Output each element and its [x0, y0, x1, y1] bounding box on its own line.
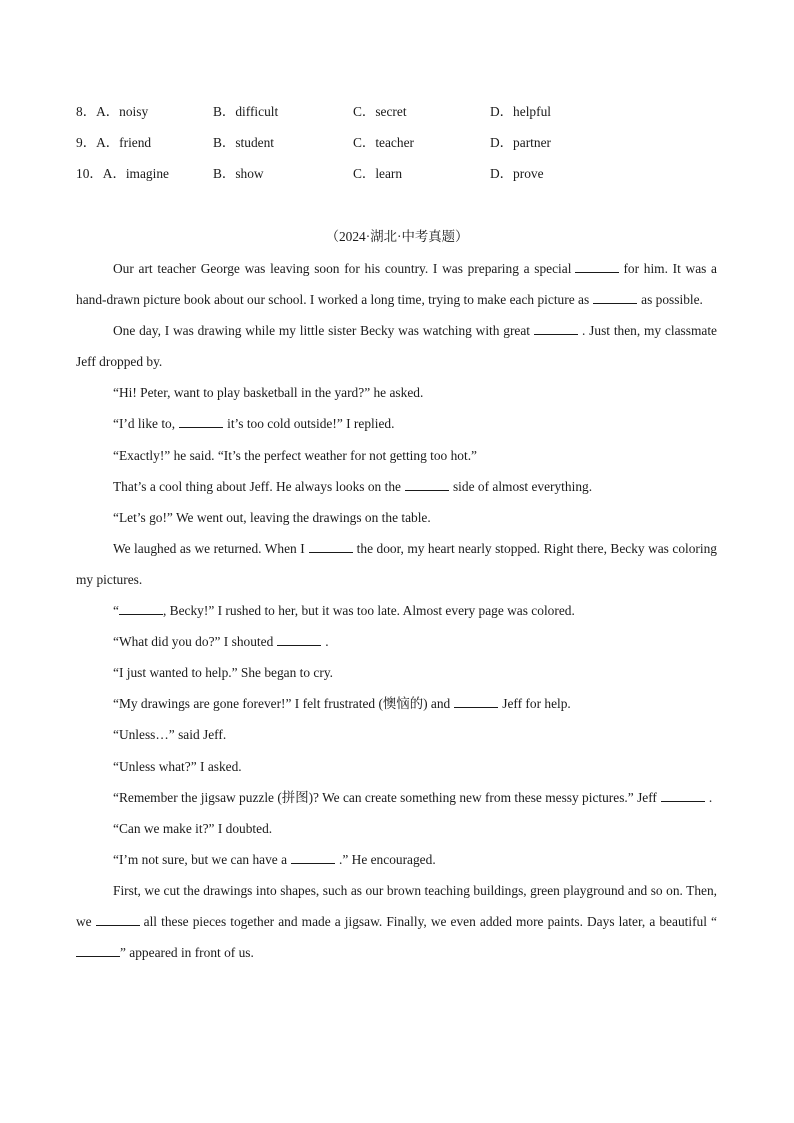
question-8-a — [76, 102, 148, 122]
blank — [96, 924, 140, 926]
text: . — [325, 634, 329, 650]
text: it’s too cold outside!” I replied. — [227, 416, 395, 432]
text: “What did you do?” I shouted — [113, 634, 274, 650]
paragraph: “Can we make it?” I doubted. — [113, 820, 273, 836]
blank — [454, 706, 498, 708]
text: as possible. — [641, 292, 703, 308]
text: First, we cut the drawings into shapes, such as our brown teaching buildings, green playground and so on. Then, we — [76, 882, 717, 929]
text: That’s a cool thing about Jeff. He always looks on the — [113, 478, 401, 494]
question-number: 10． — [76, 166, 103, 181]
paragraph — [76, 782, 717, 813]
blank — [575, 271, 619, 273]
paragraph: “Let’s go!” We went out, leaving the drawings on the table. — [113, 509, 431, 525]
text: for him. It was a hand-drawn picture book about our school. I worked a long time, trying to make each picture as — [76, 261, 717, 308]
text: ” appeared in front of us. — [120, 945, 254, 961]
text: “ — [113, 603, 119, 619]
paragraph — [76, 315, 717, 377]
paragraph: “Unless what?” I asked. — [113, 758, 242, 774]
question-10-a — [76, 164, 169, 184]
question-number: 9． — [76, 135, 97, 150]
option-a: A．friend — [96, 135, 152, 150]
text: “My drawings are gone forever!” I felt frustrated (懊恼的) and — [113, 696, 451, 712]
paragraph: “Unless…” said Jeff. — [113, 727, 227, 743]
question-8-c: C．secret — [353, 104, 407, 119]
blank — [309, 551, 353, 553]
blank — [534, 333, 578, 335]
blank — [179, 426, 223, 428]
source-label: （2024·湖北·中考真题） — [325, 229, 469, 244]
blank — [277, 644, 321, 646]
paragraph — [76, 875, 717, 968]
blank — [661, 800, 705, 802]
cloze-passage — [76, 253, 717, 968]
text: . Just then, my classmate Jeff dropped by. — [76, 323, 717, 370]
question-9-c: C．teacher — [353, 135, 414, 150]
text: “I’d like to, — [113, 416, 176, 432]
paragraph: “Exactly!” he said. “It’s the perfect weather for not getting too hot.” — [113, 447, 478, 463]
text: all these pieces together and made a jigsaw. Finally, we even added more paints. Days later, a beautiful “ — [143, 913, 717, 929]
question-10-c: C．learn — [353, 166, 403, 181]
text: Our art teacher George was leaving soon for his country. I was preparing a special — [113, 261, 572, 276]
text: . — [708, 789, 713, 805]
blank — [76, 955, 120, 957]
question-9-d: D．partner — [490, 135, 551, 150]
blank — [405, 489, 449, 491]
blank — [119, 613, 163, 615]
question-number: 8． — [76, 104, 97, 119]
question-9-a — [76, 133, 151, 153]
option-a: A．noisy — [96, 104, 149, 119]
question-8-b: B．difficult — [213, 104, 279, 119]
text: the door, my heart nearly stopped. Right there, Becky was coloring my pictures. — [76, 540, 717, 587]
paragraph: “I just wanted to help.” She began to cry. — [113, 665, 334, 681]
option-a: A．imagine — [102, 166, 169, 181]
paragraph — [76, 408, 717, 439]
question-10-d: D．prove — [490, 166, 544, 181]
text: , Becky!” I rushed to her, but it was too late. Almost every page was colored. — [162, 603, 575, 619]
text: side of almost everything. — [452, 478, 593, 494]
blank — [593, 302, 637, 304]
text: .” He encouraged. — [339, 851, 436, 867]
question-9-b: B．student — [213, 135, 275, 150]
blank — [291, 862, 335, 864]
text: “I’m not sure, but we can have a — [113, 851, 288, 867]
paragraph — [76, 533, 717, 595]
text: Jeff for help. — [502, 696, 571, 712]
paragraph — [76, 844, 717, 875]
text: We laughed as we returned. When I — [113, 540, 305, 556]
paragraph — [76, 626, 717, 657]
paragraph: “Hi! Peter, want to play basketball in the yard?” he asked. — [113, 385, 424, 401]
question-10-b: B．show — [213, 166, 264, 181]
text: “Remember the jigsaw puzzle (拼图)? We can create something new from these messy pictures.” Jeff — [113, 789, 657, 805]
paragraph — [76, 688, 717, 719]
paragraph — [76, 595, 717, 626]
text: One day, I was drawing while my little sister Becky was watching with great — [113, 323, 531, 339]
paragraph — [76, 471, 717, 502]
question-8-d: D．helpful — [490, 104, 551, 119]
paragraph — [76, 253, 717, 315]
